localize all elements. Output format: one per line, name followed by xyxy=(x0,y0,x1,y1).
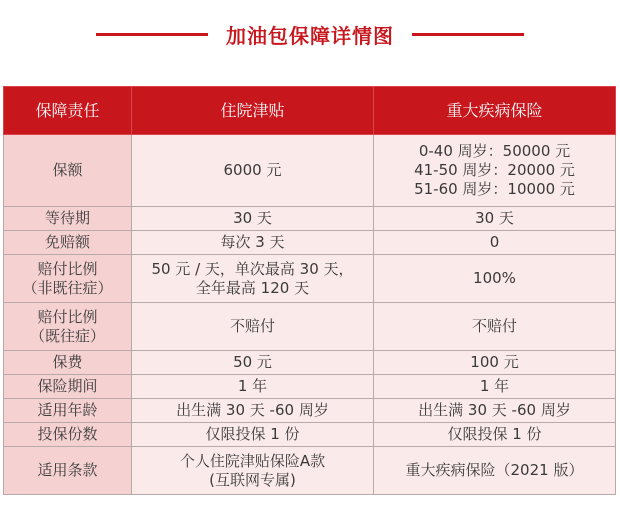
critical-illness-cell: 仅限投保 1 份 xyxy=(374,423,616,447)
hospital-allowance-cell: 50 元 / 天，单次最高 30 天， 全年最高 120 天 xyxy=(132,255,374,303)
hospital-allowance-cell: 不赔付 xyxy=(132,303,374,351)
critical-illness-cell: 不赔付 xyxy=(374,303,616,351)
row-label: 适用年龄 xyxy=(4,399,132,423)
page-header xyxy=(0,14,620,54)
critical-illness-cell: 1 年 xyxy=(374,375,616,399)
critical-illness-cell: 100 元 xyxy=(374,351,616,375)
hospital-allowance-cell: 30 天 xyxy=(132,207,374,231)
critical-illness-cell: 0 xyxy=(374,231,616,255)
row-label: 等待期 xyxy=(4,207,132,231)
table-row xyxy=(4,135,616,207)
row-label: 投保份数 xyxy=(4,423,132,447)
title-divider-right xyxy=(412,33,524,36)
table-row xyxy=(4,207,616,231)
header-coverage: 保障责任 xyxy=(4,87,132,135)
hospital-allowance-cell: 6000 元 xyxy=(132,135,374,207)
hospital-allowance-cell: 个人住院津贴保险A款 (互联网专属) xyxy=(132,447,374,495)
critical-illness-cell: 30 天 xyxy=(374,207,616,231)
row-label: 保险期间 xyxy=(4,375,132,399)
header-critical-illness: 重大疾病保险 xyxy=(374,87,616,135)
critical-illness-cell: 0-40 周岁：50000 元 41-50 周岁：20000 元 51-60 周岁：10000 元 xyxy=(374,135,616,207)
table-row xyxy=(4,375,616,399)
title-divider-left xyxy=(96,33,208,36)
critical-illness-cell: 重大疾病保险（2021 版） xyxy=(374,447,616,495)
table-row xyxy=(4,255,616,303)
row-label: 保额 xyxy=(4,135,132,207)
header-hospital-allowance: 住院津贴 xyxy=(132,87,374,135)
table-row xyxy=(4,351,616,375)
critical-illness-cell: 出生满 30 天 -60 周岁 xyxy=(374,399,616,423)
coverage-table xyxy=(3,86,616,495)
row-label: 赔付比例 （非既往症） xyxy=(4,255,132,303)
table-row xyxy=(4,303,616,351)
row-label: 赔付比例 （既往症） xyxy=(4,303,132,351)
row-label: 保费 xyxy=(4,351,132,375)
row-label: 免赔额 xyxy=(4,231,132,255)
table-row xyxy=(4,231,616,255)
table-row xyxy=(4,423,616,447)
critical-illness-cell: 100% xyxy=(374,255,616,303)
table-row xyxy=(4,447,616,495)
hospital-allowance-cell: 出生满 30 天 -60 周岁 xyxy=(132,399,374,423)
table-row xyxy=(4,399,616,423)
row-label: 适用条款 xyxy=(4,447,132,495)
page-title: 加油包保障详情图 xyxy=(226,23,394,48)
table-header-row xyxy=(4,87,616,135)
hospital-allowance-cell: 每次 3 天 xyxy=(132,231,374,255)
hospital-allowance-cell: 1 年 xyxy=(132,375,374,399)
hospital-allowance-cell: 仅限投保 1 份 xyxy=(132,423,374,447)
hospital-allowance-cell: 50 元 xyxy=(132,351,374,375)
